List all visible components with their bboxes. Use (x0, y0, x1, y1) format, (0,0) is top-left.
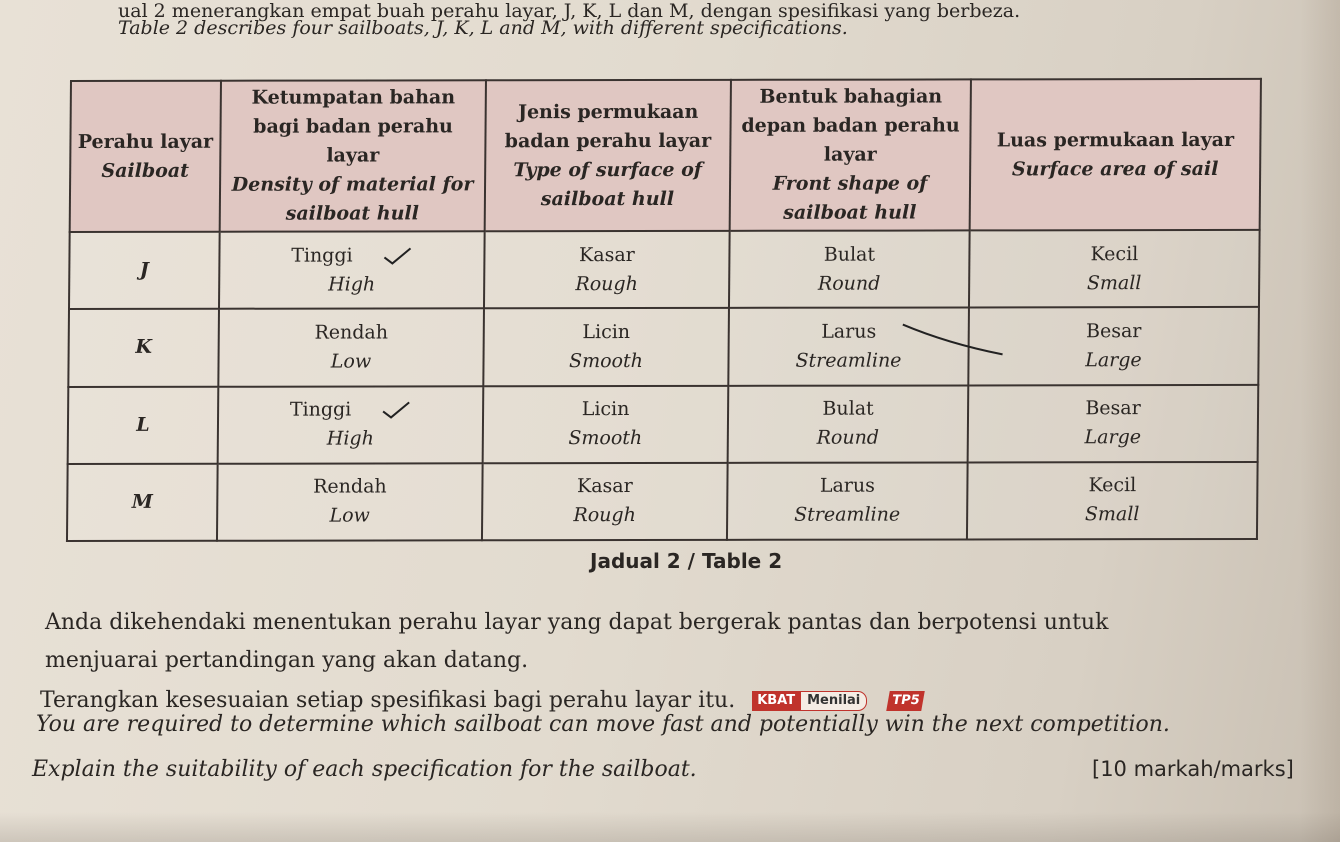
surface-cell: Kasar Rough (484, 231, 730, 309)
table-row (69, 230, 1260, 309)
surface-cell: Licin Smooth (483, 385, 729, 463)
front-shape-cell: Bulat Round (729, 230, 970, 308)
front-shape-cell: Larus Streamline (727, 462, 968, 540)
header-surface-type: Jenis permukaan badan perahu layar Type of surface of sailboat hull (485, 80, 731, 231)
header-front-shape: Bentuk bahagian depan badan perahu layar Front shape of sailboat hull (730, 79, 971, 230)
density-cell: Rendah Low (217, 463, 483, 541)
question-instruction: Terangkan kesesuaian setiap spesifikasi bagi perahu layar itu. (40, 688, 736, 713)
tp-badge: TP5 (887, 691, 926, 711)
checkmark-icon (383, 247, 413, 265)
sail-area-cell: Kecil Small (967, 462, 1258, 540)
menilai-badge: Menilai (800, 691, 867, 711)
table-header-row (70, 79, 1261, 232)
density-cell: Tinggi High (218, 386, 484, 464)
pen-stroke-icon (898, 319, 1008, 359)
front-shape-cell: Larus Streamline (728, 308, 969, 386)
header-sailboat: Perahu layar Sailboat (70, 81, 221, 232)
surface-cell: Licin Smooth (483, 308, 729, 386)
marks-label: [10 markah/marks] (1092, 757, 1294, 781)
question-english-line1: You are required to determine which sailboat can move fast and potentially win the next competition. (36, 712, 1170, 737)
table-row (68, 307, 1259, 386)
table-caption: Jadual 2 / Table 2 (590, 549, 783, 573)
sail-area-cell: Besar Large (968, 384, 1259, 462)
header-density: Ketumpatan bahan bagi badan perahu layar Density of material for sailboat hull (220, 80, 486, 231)
question-malay-line3 (40, 688, 924, 713)
boat-label: K (68, 309, 219, 387)
sail-area-cell: Kecil Small (969, 230, 1260, 308)
table-row (67, 462, 1258, 541)
density-cell: Rendah Low (218, 309, 484, 387)
intro-malay: ual 2 menerangkan empat buah perahu layar, J, K, L dan M, dengan spesifikasi yang berbeza. (118, 0, 1021, 22)
boat-label: J (69, 232, 220, 310)
boat-label: M (67, 464, 218, 542)
kbat-badge: KBAT (752, 691, 800, 711)
question-malay-line1: Anda dikehendaki menentukan perahu layar yang dapat bergerak pantas dan berpotensi untuk (45, 610, 1109, 635)
question-malay-line2: menjuarai pertandingan yang akan datang. (45, 648, 529, 673)
checkmark-icon (381, 402, 411, 420)
density-cell: Tinggi High (219, 231, 485, 309)
surface-cell: Kasar Rough (482, 463, 728, 541)
header-sail-area: Luas permukaan layar Surface area of sail (970, 79, 1261, 231)
specification-table (66, 78, 1262, 542)
boat-label: L (68, 386, 219, 464)
question-english-line2: Explain the suitability of each specification for the sailboat. (32, 757, 697, 782)
page-edge-shadow (1300, 0, 1340, 842)
table-row (68, 384, 1259, 463)
front-shape-cell: Bulat Round (728, 385, 969, 463)
sail-area-cell: Besar Large (968, 307, 1259, 385)
bottom-shadow (0, 812, 1340, 842)
intro-english: Table 2 describes four sailboats, J, K, L and M, with different specifications. (118, 17, 848, 39)
